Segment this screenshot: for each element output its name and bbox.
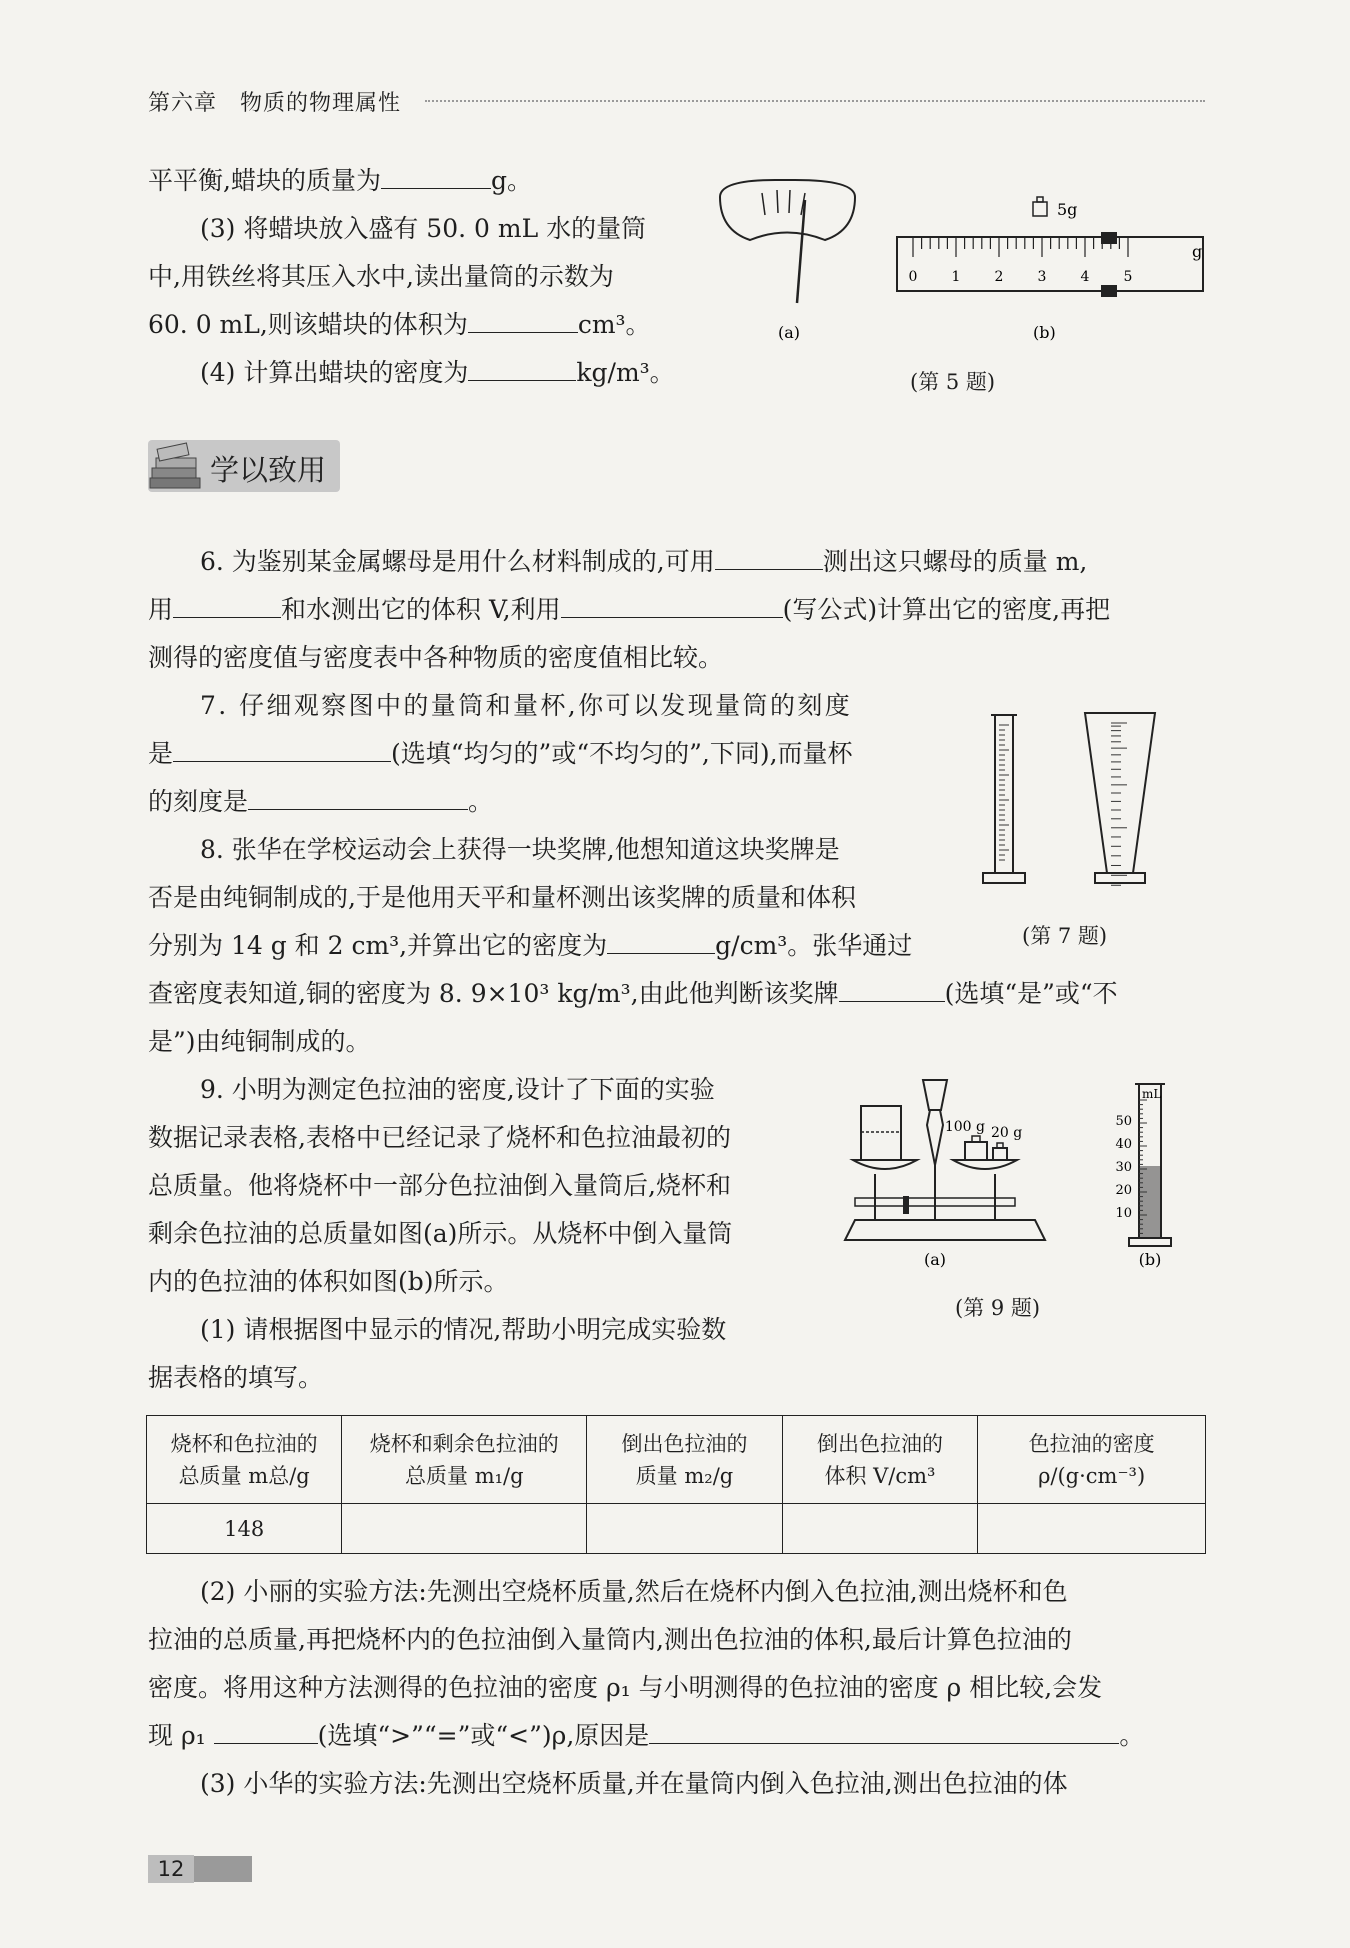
table-cell-volume [782,1504,978,1554]
fig5-b-label: (b) [1033,323,1056,342]
chapter-header: 第六章 物质的物理属性 [148,91,402,116]
scale-tick-label: 3 [1037,269,1047,285]
q9-line-3: 总质量。他将烧杯中一部分色拉油倒入量筒后,烧杯和 [148,1171,731,1200]
table-cell-density [978,1504,1206,1554]
q9-line-4: 剩余色拉油的总质量如图(a)所示。从烧杯中倒入量筒 [148,1219,733,1248]
q9-line-7: 据表格的填写。 [148,1363,324,1392]
scale-tick-label: 5 [1123,269,1133,285]
section-title: 学以致用 [210,453,327,487]
header-divider [425,100,1205,102]
scale-tick-label: 0 [908,269,918,285]
table-row [147,1504,1206,1554]
q5-line-2: (3) 将蜡块放入盛有 50. 0 mL 水的量筒 [200,214,647,243]
graduated-cylinder [983,715,1025,883]
table-header-cell: 色拉油的密度 ρ/(g·cm⁻³) [978,1416,1206,1504]
weight-100g-label: 100 g [944,1119,985,1135]
table-header-cell: 烧杯和剩余色拉油的 总质量 m₁/g [342,1416,587,1504]
weight-5g-label: 5g [1057,200,1078,219]
cylinder-scale-label: 40 [1115,1137,1132,1152]
q5-line-4: 60. 0 mL,则该蜡块的体积为 cm³。 [148,310,651,339]
measuring-cylinder-ml [1129,1084,1171,1246]
q9-line-2: 数据记录表格,表格中已经记录了烧杯和色拉油最初的 [148,1123,731,1152]
weight-20g-icon [993,1143,1007,1160]
fig5-a-label: (a) [778,323,801,342]
figure-7 [975,705,1195,895]
q5-line-5: (4) 计算出蜡块的密度为 kg/m³。 [200,358,675,387]
q5-line-3: 中,用铁丝将其压入水中,读出量筒的示数为 [148,262,614,291]
table-header-cell: 倒出色拉油的 质量 m₂/g [587,1416,782,1504]
table-cell-total-mass: 148 [147,1504,342,1554]
q9-p2-line-1: (2) 小丽的实验方法:先测出空烧杯质量,然后在烧杯内倒入色拉油,测出烧杯和色 [200,1577,1068,1606]
q5-line-1: 平平衡,蜡块的质量为 g。 [148,166,532,195]
q7-line-2: 是 (选填“均匀的”或“不均匀的”,下同),而量杯 [148,739,853,768]
cylinder-scale-labels [1115,1114,1132,1221]
fig9-a-label: (a) [923,1250,947,1269]
figure-9 [835,1070,1215,1280]
cylinder-ticks [999,725,1009,860]
q8-line-1: 8. 张华在学校运动会上获得一块奖牌,他想知道这块奖牌是 [200,835,840,864]
q7-line-3: 的刻度是 。 [148,787,494,816]
table-cell-poured-mass [587,1504,782,1554]
table-header-row [147,1416,1206,1504]
q6-line-3: 测得的密度值与密度表中各种物质的密度值相比较。 [148,643,724,672]
rider-top [1101,232,1117,244]
measuring-cup [1085,713,1155,885]
weight-5g-icon [1033,197,1047,216]
cup-ticks [1111,723,1127,885]
beaker-icon [861,1106,901,1160]
weight-100g-icon [965,1136,987,1160]
page-number: 12 [148,1855,194,1883]
q9-line-5: 内的色拉油的体积如图(b)所示。 [148,1267,509,1296]
cylinder-scale-label: 50 [1115,1114,1132,1129]
fig7-caption: (第 7 题) [1022,924,1108,948]
table-cell-remaining-mass [342,1504,587,1554]
q6-line-2: 用 和水测出它的体积 V,利用 (写公式)计算出它的密度,再把 [148,595,1111,624]
cylinder-scale-label: 30 [1115,1160,1132,1175]
q8-line-2: 否是由纯铜制成的,于是他用天平和量杯测出该奖牌的质量和体积 [148,883,856,912]
rider-bottom [1101,285,1117,297]
q9-line-6: (1) 请根据图中显示的情况,帮助小明完成实验数 [200,1315,727,1344]
q8-line-4: 查密度表知道,铜的密度为 8. 9×10³ kg/m³,由此他判断该奖牌 (选填“是”或“不 [148,979,1118,1008]
cylinder-scale-label: 20 [1115,1183,1132,1198]
q9-p3-line-1: (3) 小华的实验方法:先测出空烧杯质量,并在量筒内倒入色拉油,测出色拉油的体 [200,1769,1068,1798]
ml-unit-label: mL [1142,1087,1162,1101]
weight-20g-label: 20 g [991,1125,1023,1141]
q9-p2-line-4: 现 ρ₁ (选填“>”“=”或“<”)ρ,原因是 。 [148,1721,1145,1750]
table-header-cell: 倒出色拉油的 体积 V/cm³ [782,1416,978,1504]
experiment-data-table [146,1415,1206,1554]
balance-dial-figure [720,180,855,303]
beam-scale-ticks [909,237,1133,285]
table-header-cell: 烧杯和色拉油的 总质量 m总/g [147,1416,342,1504]
cylinder-scale-label: 10 [1115,1206,1132,1221]
books-icon [148,438,208,494]
q6-line-1: 6. 为鉴别某金属螺母是用什么材料制成的,可用 测出这只螺母的质量 m, [200,547,1088,576]
q8-line-3: 分别为 14 g 和 2 cm³,并算出它的密度为 g/cm³。张华通过 [148,931,913,960]
fig9-caption: (第 9 题) [955,1296,1041,1320]
q9-p2-line-3: 密度。将用这种方法测得的色拉油的密度 ρ₁ 与小明测得的色拉油的密度 ρ 相比较,会发 [148,1673,1103,1702]
q8-line-5: 是”)由纯铜制成的。 [148,1027,371,1056]
scale-tick-label: 2 [994,269,1004,285]
fig9-b-label: (b) [1138,1250,1162,1269]
scale-tick-label: 1 [951,269,961,285]
fig5-caption: (第 5 题) [910,370,996,394]
q9-line-1: 9. 小明为测定色拉油的密度,设计了下面的实验 [200,1075,715,1104]
figure-5 [715,175,1215,345]
q7-line-1: 7. 仔细观察图中的量筒和量杯,你可以发现量筒的刻度 [200,691,853,720]
scale-tick-label: 4 [1080,269,1090,285]
q9-p2-line-2: 拉油的总质量,再把烧杯内的色拉油倒入量筒内,测出色拉油的体积,最后计算色拉油的 [148,1625,1072,1654]
scale-unit-label: g [1192,242,1203,261]
